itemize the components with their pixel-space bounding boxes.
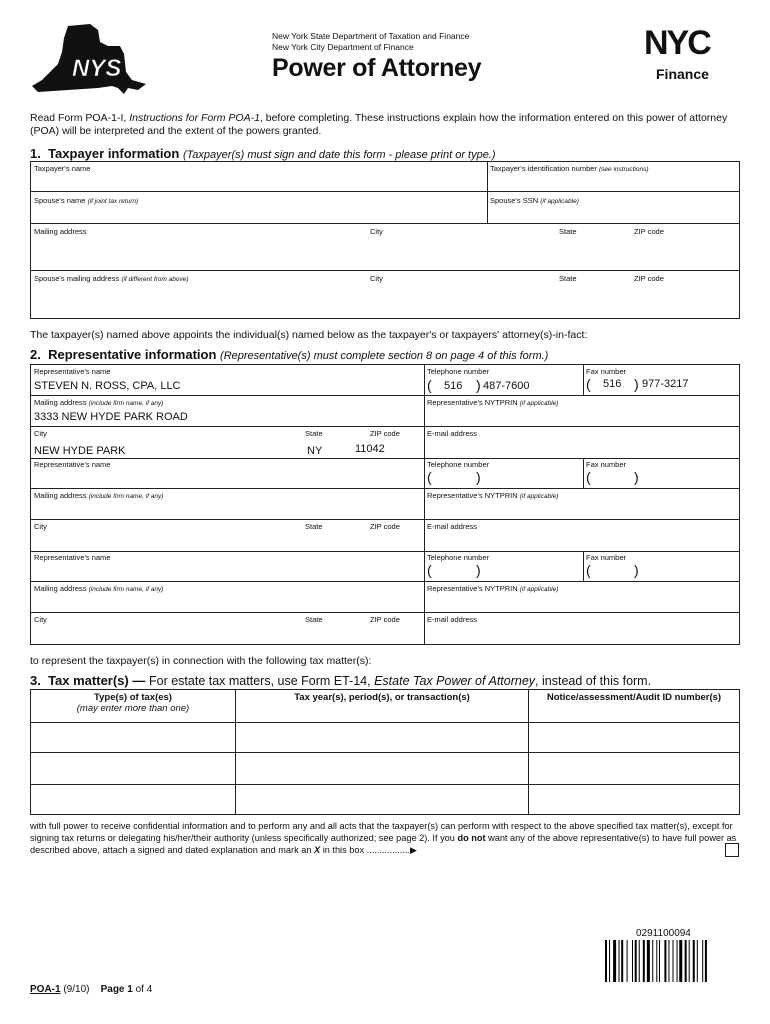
rep1-fax-number[interactable]: 977-3217 (642, 378, 689, 390)
no-full-power-checkbox[interactable] (725, 843, 739, 857)
barcode-number: 0291100094 (636, 928, 691, 939)
rep1-tel-paren-open: ( (427, 377, 432, 393)
rep2-state-label: State (305, 522, 323, 531)
section2-title: Representative information (48, 347, 217, 362)
spouse-zip-field[interactable]: ZIP code (634, 274, 664, 283)
footer-page: Page 1 (100, 984, 133, 995)
rep1-zip-label: ZIP code (370, 429, 400, 438)
col-tax-types: Type(s) of tax(es) (may enter more than one) (76, 692, 190, 714)
agency-line-nys: New York State Department of Taxation and Finance (272, 31, 470, 41)
rep1-city-label: City (34, 429, 47, 438)
taxpayer-name-field[interactable]: Taxpayer's name (34, 164, 91, 173)
represent-statement: to represent the taxpayer(s) in connection with the following tax matter(s): (30, 655, 372, 667)
section3-number: 3. (30, 673, 41, 688)
taxpayer-id-field[interactable]: Taxpayer's identification number (see instructions) (490, 164, 649, 173)
intro-paragraph (30, 112, 742, 138)
section1-heading (30, 146, 496, 161)
section1-number: 1. (30, 146, 41, 161)
form-title: Power of Attorney (272, 54, 482, 82)
rep1-tel-number[interactable]: 487-7600 (483, 380, 530, 392)
rep2-fax-paren-close: ) (634, 469, 639, 485)
zip-field[interactable]: ZIP code (634, 227, 664, 236)
rep1-telephone-label: Telephone number (427, 367, 490, 376)
rep1-state-value[interactable]: NY (307, 445, 323, 457)
intro-text-italic: Instructions for Form POA-1 (129, 112, 260, 124)
rep2-nytprin-label: Representative's NYTPRIN (if applicable) (427, 491, 559, 500)
rep2-telephone-label: Telephone number (427, 460, 490, 469)
rep3-nytprin-label: Representative's NYTPRIN (if applicable) (427, 584, 559, 593)
nyc-finance-logo-text: Finance (656, 66, 709, 82)
rep1-fax-area[interactable]: 516 (603, 378, 622, 390)
tax-matters-table (30, 689, 740, 815)
rep2-tel-paren-close: ) (476, 469, 481, 485)
state-field[interactable]: State (559, 227, 577, 236)
rep2-mailing-label: Mailing address (include firm name, if any) (34, 491, 164, 500)
rep2-fax-label: Fax number (586, 460, 627, 469)
section2-heading (30, 347, 548, 362)
rep2-zip-label: ZIP code (370, 522, 400, 531)
rep3-fax-paren-close: ) (634, 562, 639, 578)
rep3-state-label: State (305, 615, 323, 624)
city-field[interactable]: City (370, 227, 383, 236)
representative-info-box (30, 364, 740, 645)
col-tax-years: Tax year(s), period(s), or transaction(s) (294, 692, 470, 703)
rep3-fax-paren-open: ( (586, 562, 591, 578)
rep1-mailing-label: Mailing address (include firm name, if any) (34, 398, 164, 407)
rep1-address-value[interactable]: 3333 NEW HYDE PARK ROAD (34, 411, 188, 423)
agency-line-nyc: New York City Department of Finance (272, 42, 414, 52)
footer (30, 984, 152, 995)
section1-subtitle: (Taxpayer(s) must sign and date this form - please print or type.) (182, 149, 496, 161)
spouse-city-field[interactable]: City (370, 274, 383, 283)
barcode-image (605, 940, 740, 982)
rep1-tel-area[interactable]: 516 (444, 380, 463, 392)
spouse-ssn-field[interactable]: Spouse's SSN (if applicable) (490, 196, 579, 205)
spouse-name-field[interactable]: Spouse's name (if joint tax return) (34, 196, 139, 205)
spouse-state-field[interactable]: State (559, 274, 577, 283)
taxpayer-info-box (30, 161, 740, 319)
rep2-name-label: Representative's name (34, 460, 111, 469)
agency-names (272, 31, 469, 53)
rep3-city-label: City (34, 615, 47, 624)
intro-text-a: Read Form POA-1-I, (30, 112, 130, 124)
rep1-city-value[interactable]: NEW HYDE PARK (34, 445, 126, 457)
col-notice-ids: Notice/assessment/Audit ID number(s) (546, 692, 722, 703)
rep3-mailing-label: Mailing address (include firm name, if any) (34, 584, 164, 593)
section2-number: 2. (30, 347, 41, 362)
appoint-statement: The taxpayer(s) named above appoints the individual(s) named below as the taxpayer's or taxpayers' attorney(s)-in-fact: (30, 329, 588, 341)
nys-state-map-logo (28, 24, 148, 102)
rep1-name-value[interactable]: STEVEN N. ROSS, CPA, LLC (34, 380, 181, 392)
footer-form-id: POA-1 (30, 984, 61, 995)
footer-revision: (9/10) (63, 984, 90, 995)
section3-heading (30, 673, 651, 688)
section3-title: Tax matter(s) — (48, 673, 146, 688)
rep3-email-label: E-mail address (427, 615, 478, 624)
rep1-name-label: Representative's name (34, 367, 111, 376)
rep1-tel-paren-close: ) (476, 377, 481, 393)
rep1-email-label: E-mail address (427, 429, 478, 438)
intro-text-b: , before completing. These instructions explain how the information entered on this power of attorney (POA) will be interpreted and the extent of the powers granted. (30, 112, 728, 137)
rep2-city-label: City (34, 522, 47, 531)
rep3-telephone-label: Telephone number (427, 553, 490, 562)
rep2-email-label: E-mail address (427, 522, 478, 531)
footer-of-total: of 4 (135, 984, 153, 995)
rep1-state-label: State (305, 429, 323, 438)
rep1-fax-paren-close: ) (634, 376, 639, 392)
section2-subtitle: (Representative(s) must complete section 8 on page 4 of this form.) (220, 350, 549, 362)
rep1-zip-value[interactable]: 11042 (355, 443, 385, 455)
rep2-fax-paren-open: ( (586, 469, 591, 485)
rep3-zip-label: ZIP code (370, 615, 400, 624)
rep3-name-label: Representative's name (34, 553, 111, 562)
mailing-address-field[interactable]: Mailing address (34, 227, 87, 236)
nys-logo-text: NYS (72, 55, 122, 82)
full-power-paragraph: with full power to receive confidential information and to perform any and all acts that the taxpayer(s) can perform with respect to the above specified tax matter(s), except for signing tax returns or delegating his/her/their authority (unless specifically authorized; see page 2). If you do not want any of the above representative(s) to have full power as described above, attach a signed and dated explanation and mark an X in this box .................▶ (30, 821, 737, 855)
rep1-fax-paren-open: ( (586, 376, 591, 392)
section1-title: Taxpayer information (48, 146, 180, 161)
rep1-nytprin-label: Representative's NYTPRIN (if applicable) (427, 398, 559, 407)
section3-note: For estate tax matters, use Form ET-14, Estate Tax Power of Attorney, instead of this form. (149, 674, 652, 688)
spouse-mailing-field[interactable]: Spouse's mailing address (if different from above) (34, 274, 189, 283)
rep1-fax-label: Fax number (586, 367, 627, 376)
rep2-tel-paren-open: ( (427, 469, 432, 485)
rep3-fax-label: Fax number (586, 553, 627, 562)
rep3-tel-paren-close: ) (476, 562, 481, 578)
nyc-logo-text: NYC (644, 24, 710, 62)
rep3-tel-paren-open: ( (427, 562, 432, 578)
